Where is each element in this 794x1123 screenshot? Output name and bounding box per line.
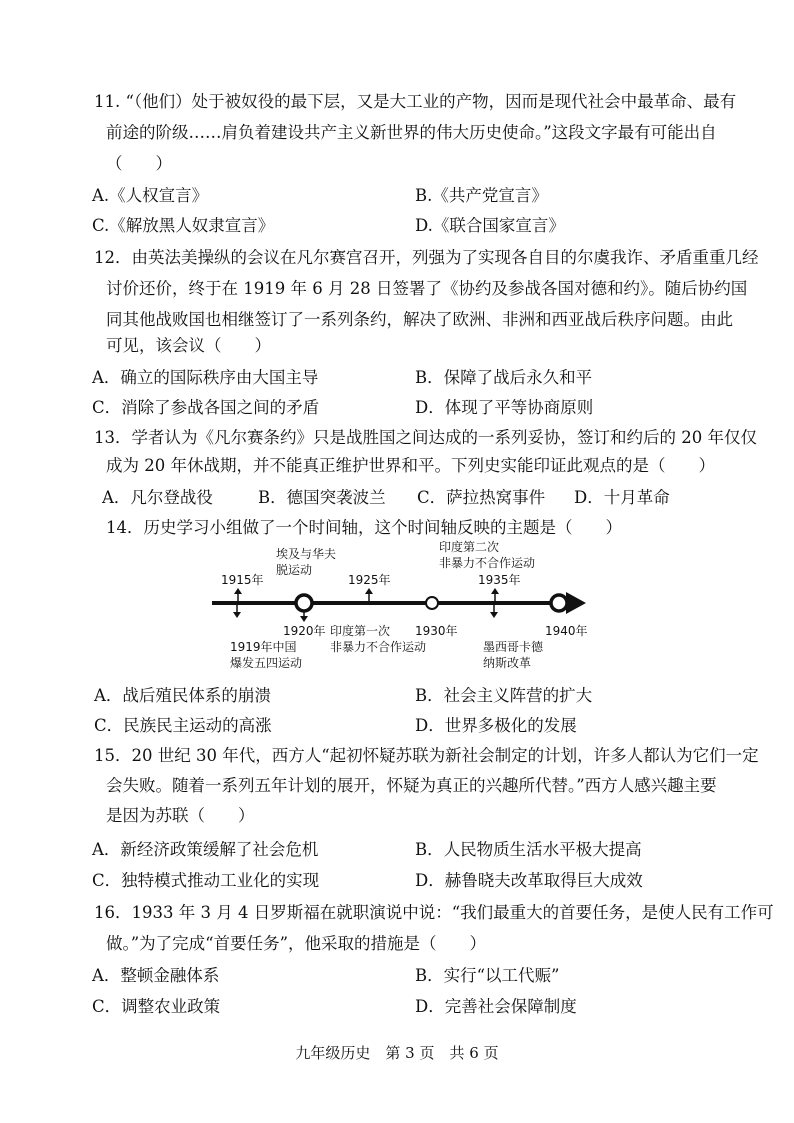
- label-india1-1: 印度第一次: [330, 624, 391, 638]
- q16-option-d: D．完善社会保障制度: [415, 997, 577, 1016]
- node-1930: [426, 597, 438, 609]
- q12-stem-line1: 12．由英法美操纵的会议在凡尔赛宫召开，列强为了实现各自目的尔虞我诈、矛盾重重几经: [94, 248, 759, 267]
- q14-option-c: C．民族民主运动的高涨: [94, 716, 272, 735]
- q12-stem-line2: 讨价还价，终于在 1919 年 6 月 28 日签署了《协约及参战各国对德和约》。随后协约国: [106, 279, 748, 298]
- label-mexico-1: 墨西哥卡德: [483, 640, 544, 654]
- q16-stem-line2: 做。”为了完成“首要任务”，他采取的措施是（ ）: [106, 934, 487, 953]
- q15-option-a: A．新经济政策缓解了社会危机: [92, 840, 319, 859]
- q12-stem-line3: 同其他战败国也相继签订了一系列条约，解决了欧洲、非洲和西亚战后秩序问题。由此: [106, 310, 733, 329]
- q12-option-d: D．体现了平等协商原则: [415, 398, 594, 417]
- label-egypt-1: 埃及与华夫: [276, 547, 337, 561]
- label-mexico-2: 纳斯改革: [483, 656, 532, 670]
- q15-stem-line1: 15．20 世纪 30 年代，西方人“起初怀疑苏联为新社会制定的计划，许多人都认为它们一定: [94, 746, 759, 765]
- q13-stem-line2: 成为 20 年休战期，并不能真正维护世界和平。下列史实能印证此观点的是（ ）: [106, 456, 715, 475]
- label-egypt-2: 脱运动: [276, 563, 313, 577]
- label-india1-2: 非暴力不合作运动: [330, 640, 427, 654]
- page-footer: 九年级历史 第 3 页 共 6 页: [295, 1044, 499, 1062]
- q12-option-c: C．消除了参战各国之间的矛盾: [92, 398, 320, 417]
- q15-stem-line3: 是因为苏联（ ）: [106, 806, 255, 825]
- q11-option-a: A.《人权宣言》: [92, 186, 209, 205]
- q11-stem-line1: 11. “（他们）处于被奴役的最下层，又是大工业的产物，因而是现代社会中最革命、最有: [94, 92, 737, 111]
- q16-stem-line1: 16．1933 年 3 月 4 日罗斯福在就职演说中说：“我们最重大的首要任务，是使人民有工作可: [94, 903, 774, 922]
- node-1920: [296, 595, 312, 611]
- timeline-arrow-icon: [566, 592, 586, 614]
- q13-option-d: D．十月革命: [574, 488, 670, 507]
- q11-option-c: C.《解放黑人奴隶宣言》: [92, 216, 275, 235]
- q14-option-d: D．世界多极化的发展: [415, 716, 577, 735]
- label-china-2: 爆发五四运动: [230, 656, 303, 670]
- label-india2-1: 印度第二次: [439, 540, 500, 554]
- label-china-1: 1919年中国: [230, 640, 297, 654]
- q11-stem-line2: 前途的阶级……肩负着建设共产主义新世界的伟大历史使命。”这段文字最有可能出自: [106, 123, 717, 142]
- q13-stem-line1: 13．学者认为《凡尔赛条约》只是战胜国之间达成的一系列妥协，签订和约后的 20 年仅仅: [94, 428, 757, 447]
- q12-option-b: B．保障了战后永久和平: [415, 368, 593, 387]
- q12-option-a: A．确立的国际秩序由大国主导: [92, 368, 319, 387]
- q11-option-d: D.《联合国家宣言》: [415, 216, 565, 235]
- label-1915: 1915年: [221, 573, 264, 587]
- q11-stem-line3: （ ）: [106, 154, 172, 173]
- label-1930: 1930年: [415, 624, 458, 638]
- q11-option-b: B.《共产党宣言》: [415, 186, 548, 205]
- q13-option-c: C．萨拉热窝事件: [417, 488, 546, 507]
- q16-option-c: C．调整农业政策: [92, 997, 221, 1016]
- label-1935: 1935年: [478, 573, 521, 587]
- q14-option-a: A．战后殖民体系的崩溃: [94, 686, 271, 705]
- q13-option-b: B．德国突袭波兰: [258, 488, 386, 507]
- q14-stem: 14．历史学习小组做了一个时间轴，这个时间轴反映的主题是（ ）: [106, 518, 622, 537]
- q16-option-a: A．整顿金融体系: [92, 966, 220, 985]
- label-1940: 1940年: [545, 624, 588, 638]
- q15-option-c: C．独特模式推动工业化的实现: [92, 871, 320, 890]
- q15-option-d: D．赫鲁晓夫改革取得巨大成效: [415, 871, 643, 890]
- label-1925: 1925年: [348, 573, 391, 587]
- q16-option-b: B．实行“以工代赈”: [415, 966, 560, 985]
- q15-stem-line2: 会失败。随着一系列五年计划的展开，怀疑为真正的兴趣所代替。”西方人感兴趣主要: [106, 776, 717, 795]
- q14-option-b: B．社会主义阵营的扩大: [415, 686, 593, 705]
- label-india2-2: 非暴力不合作运动: [439, 556, 536, 570]
- node-1940: [551, 595, 567, 611]
- q12-stem-line4: 可见，该会议（ ）: [106, 336, 271, 355]
- label-1920: 1920年: [283, 624, 326, 638]
- q13-option-a: A．凡尔登战役: [102, 488, 213, 507]
- q15-option-b: B．人民物质生活水平极大提高: [415, 840, 642, 859]
